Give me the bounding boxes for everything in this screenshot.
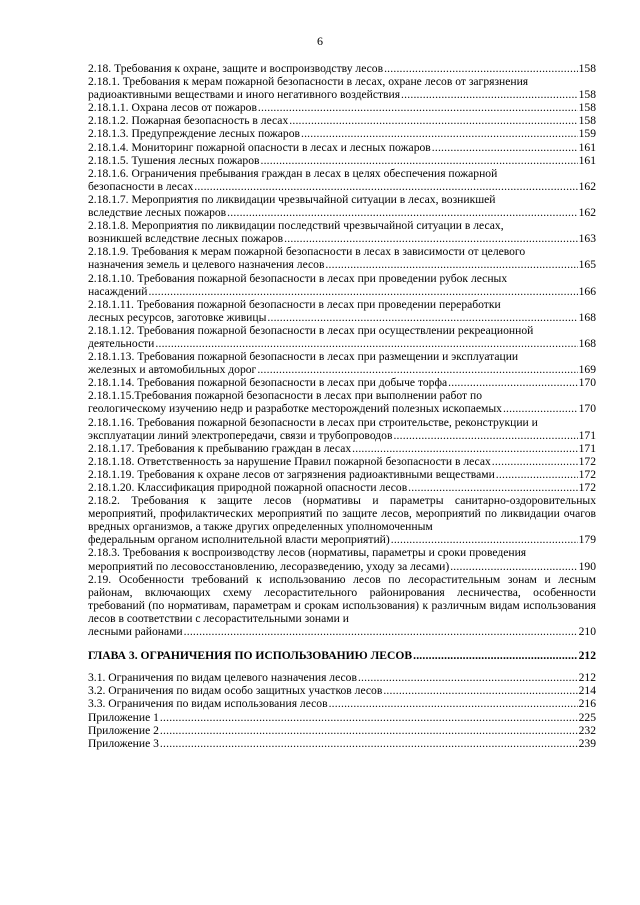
dot-leader: [148, 285, 577, 298]
dot-leader: [194, 180, 577, 193]
toc-entry-line: [88, 697, 596, 710]
page-number: 6: [317, 34, 323, 48]
toc-entry-line: [88, 455, 596, 468]
toc-entry-title: возникшей вследствие лесных пожаров: [88, 232, 284, 246]
toc-entry-title: безопасности в лесах: [88, 179, 194, 193]
toc-entry-title: ГЛАВА 3. ОГРАНИЧЕНИЯ ПО ИСПОЛЬЗОВАНИЮ ЛЕСОВ: [88, 649, 413, 663]
toc-entry: [88, 324, 596, 350]
dot-leader: [450, 560, 577, 573]
toc-entry: [88, 389, 596, 415]
toc-entry: [88, 62, 596, 75]
toc-entry-title: геологическому изучению недр и разработке месторождений полезных ископаемых: [88, 402, 502, 416]
toc-entry-line: [88, 127, 596, 140]
toc-entry-title: 3.1. Ограничения по видам целевого назначения лесов: [88, 671, 357, 685]
toc-entry-title: Приложение 3: [88, 736, 159, 750]
toc-page-number: 159: [578, 127, 596, 141]
toc-entry-text: 2.18.1.16. Требования пожарной безопасности в лесах при строительстве, реконструкции и: [88, 415, 538, 429]
toc-page-number: 158: [578, 62, 596, 75]
toc-page-number: 170: [578, 376, 596, 390]
toc-entry-title: 2.18.1.5. Тушения лесных пожаров: [88, 153, 260, 167]
dot-leader: [184, 625, 578, 638]
toc-entry-line: [88, 101, 596, 114]
toc-entry-title: 2.18.1.19. Требования к охране лесов от загрязнения радиоактивными веществами: [88, 467, 495, 481]
toc-page-number: 171: [578, 428, 596, 442]
toc-entry-title: назначения земель и целевого назначения лесов: [88, 258, 325, 272]
dot-leader: [492, 455, 578, 468]
toc-entry: [88, 75, 596, 101]
dot-leader: [284, 232, 577, 245]
dot-leader: [358, 671, 578, 684]
toc-entry: [88, 219, 596, 245]
toc-page-number: 168: [578, 336, 596, 350]
toc-page-number: 212: [578, 649, 596, 663]
toc-entry-line: [88, 402, 596, 415]
dot-leader: [401, 88, 578, 101]
toc-entry-title: 2.18.1.2. Пожарная безопасность в лесах: [88, 114, 289, 128]
toc-entry: [88, 697, 596, 710]
toc-entry-text: 2.18.1.12. Требования пожарной безопасности в лесах при осуществлении рекреационной: [88, 323, 534, 337]
toc-entry: [88, 141, 596, 154]
dot-leader: [496, 468, 578, 481]
toc-entry-title: Приложение 1: [88, 710, 159, 724]
dot-leader: [503, 402, 578, 415]
toc-entry-line: [88, 442, 596, 455]
dot-leader: [155, 337, 577, 350]
toc-entry-title: 3.2. Ограничения по видам особо защитных участков лесов: [88, 684, 383, 698]
toc-page-number: 158: [578, 114, 596, 128]
toc-entry-title: 2.18. Требования к охране, защите и воспроизводству лесов: [88, 62, 384, 75]
dot-leader: [391, 533, 578, 546]
dot-leader: [325, 258, 577, 271]
toc-entry-title: мероприятий по лесовосстановлению, лесоразведению, уходу за лесами): [88, 559, 450, 573]
dot-leader: [257, 363, 577, 376]
toc-entry-title: федеральным органом исполнительной власти мероприятий): [88, 533, 390, 547]
toc-entry-line: [88, 154, 596, 167]
toc-entry-line: [88, 560, 596, 573]
toc-entry: [88, 455, 596, 468]
dot-leader: [393, 429, 577, 442]
toc-entry-title: вследствие лесных пожаров: [88, 206, 227, 220]
toc-entry: [88, 684, 596, 697]
toc-page-number: 212: [578, 671, 596, 685]
toc-entry-line: [88, 625, 596, 638]
toc-entry-line: [88, 337, 596, 350]
toc-page-number: 158: [578, 88, 596, 102]
toc-entry-title: 2.18.1.20. Классификация природной пожарной опасности лесов: [88, 481, 408, 494]
toc-entry: [88, 101, 596, 114]
dot-leader: [432, 141, 578, 154]
toc-entry-title: насаждений: [88, 284, 148, 298]
toc-entry-title: 2.18.1.1. Охрана лесов от пожаров: [88, 101, 257, 115]
dot-leader: [352, 442, 577, 455]
toc-entry-text: 2.18.1. Требования к мерам пожарной безопасности в лесах, охране лесов от загрязнения: [88, 75, 529, 89]
toc-entry-line: [88, 724, 596, 737]
toc-entry: [88, 272, 596, 298]
toc-page-number: 162: [578, 206, 596, 220]
toc-entry: [88, 376, 596, 389]
toc-entry-line: [88, 232, 596, 245]
toc-entry-line: [88, 376, 596, 389]
toc-page-number: 172: [578, 467, 596, 481]
toc-entry: [88, 127, 596, 140]
toc-entry-text: 2.18.3. Требования к воспроизводству лесов (нормативы, параметры и сроки проведения: [88, 546, 527, 560]
toc-entry-line: [88, 429, 596, 442]
toc-entry-title: 2.18.1.3. Предупреждение лесных пожаров: [88, 127, 300, 141]
toc-entry-title: радиоактивными веществами и иного негативного воздействия: [88, 88, 401, 102]
toc-entry-line: [88, 311, 596, 324]
dot-leader: [301, 127, 578, 140]
toc-entry-line: [88, 711, 596, 724]
toc-entry: [88, 193, 596, 219]
toc-entry-text: 2.18.1.8. Мероприятия по ликвидации последствий чрезвычайной ситуации в лесах,: [88, 219, 504, 233]
toc-page-number: 161: [578, 153, 596, 167]
toc-page-number: 161: [578, 140, 596, 154]
toc-entry-text: 2.18.1.7. Мероприятия по ликвидации чрезвычайной ситуации в лесах, возникшей: [88, 192, 496, 206]
toc-entry-title: 3.3. Ограничения по видам использования лесов: [88, 697, 328, 711]
toc-entry-text: 2.18.1.10. Требования пожарной безопасности в лесах при проведении рубок лесных: [88, 271, 508, 285]
dot-leader: [329, 697, 578, 710]
dot-leader: [260, 154, 577, 167]
toc-page-number: 216: [578, 697, 596, 711]
toc-page-number: 166: [578, 284, 596, 298]
toc-page-number: 214: [578, 684, 596, 698]
toc-entry-text: 2.18.1.6. Ограничения пребывания граждан в лесах в целях обеспечения пожарной: [88, 166, 498, 180]
toc-entry: [88, 724, 596, 737]
toc-page-number: 239: [578, 736, 596, 750]
toc-entry-title: 2.18.1.14. Требования пожарной безопасности в лесах при добыче торфа: [88, 376, 448, 390]
toc-entry: [88, 711, 596, 724]
toc-page-number: 225: [578, 710, 596, 724]
dot-leader: [289, 114, 577, 127]
toc-entry-text: 2.18.2. Требования к защите лесов (нормативы и параметры санитарно-оздоровительных мероприятий, профилактических мероприятий по защите лесов, мероприятий по ликвидации очагов вредных организмов, а также других определенных уполномоченным: [88, 494, 596, 534]
toc-entry-title: деятельности: [88, 336, 155, 350]
toc-entry-text: 2.18.1.15.Требования пожарной безопасности в лесах при выполнении работ по: [88, 389, 483, 403]
toc-entry: [88, 494, 596, 546]
toc-entry-text: 2.19. Особенности требований к использованию лесов по лесорастительным зонам и лесным районам, включающих схему лесорастительного районирования лесничества, особенности требований (по нормативам, параметрам и срокам использования) к различным видам использования лесов в соответствии с лесорастительными зонами и: [88, 572, 596, 625]
table-of-contents: [88, 62, 596, 750]
toc-page-number: 168: [578, 310, 596, 324]
dot-leader: [413, 649, 578, 662]
toc-entry: [88, 546, 596, 572]
dot-leader: [408, 481, 577, 494]
dot-leader: [267, 311, 577, 324]
toc-entry-line: [88, 737, 596, 750]
toc-entry: [88, 737, 596, 750]
toc-entry-title: Приложение 2: [88, 723, 159, 737]
dot-leader: [160, 737, 578, 750]
toc-entry-text: 2.18.1.13. Требования пожарной безопасности в лесах при размещении и эксплуатации: [88, 350, 519, 364]
toc-page-number: 172: [578, 481, 596, 494]
toc-entry: [88, 245, 596, 271]
toc-entry: [88, 167, 596, 193]
toc-entry: [88, 416, 596, 442]
dot-leader: [383, 684, 577, 697]
toc-entry: [88, 671, 596, 684]
toc-entry-line: [88, 481, 596, 494]
dot-leader: [160, 724, 578, 737]
toc-entry-line: [88, 671, 596, 684]
dot-leader: [448, 376, 577, 389]
toc-page-number: 172: [578, 454, 596, 468]
toc-page-number: 162: [578, 179, 596, 193]
toc-entry-line: [88, 180, 596, 193]
toc-page-number: 163: [578, 232, 596, 246]
toc-page-number: 158: [578, 101, 596, 115]
toc-entry-title: 2.18.1.18. Ответственность за нарушение Правил пожарной безопасности в лесах: [88, 454, 491, 468]
toc-entry: [88, 350, 596, 376]
toc-entry-text: 2.18.1.9. Требования к мерам пожарной безопасности в лесах в зависимости от целевого: [88, 245, 526, 259]
toc-entry-line: [88, 363, 596, 376]
toc-page-number: 179: [578, 533, 596, 547]
toc-page-number: 170: [578, 402, 596, 416]
toc-entry-title: 2.18.1.17. Требования к пребыванию граждан в лесах: [88, 441, 352, 455]
toc-page-number: 165: [578, 258, 596, 272]
toc-entry: [88, 154, 596, 167]
toc-page-number: 210: [578, 625, 596, 639]
toc-page-number: 171: [578, 441, 596, 455]
toc-entry: [88, 298, 596, 324]
toc-entry-text: 2.18.1.11. Требования пожарной безопасности в лесах при проведении переработки: [88, 297, 501, 311]
toc-page-number: 232: [578, 723, 596, 737]
dot-leader: [384, 62, 578, 75]
toc-entry-line: [88, 141, 596, 154]
toc-entry-title: эксплуатации линий электропередачи, связи и трубопроводов: [88, 428, 393, 442]
toc-entry-title: лесных ресурсов, заготовке живицы: [88, 310, 267, 324]
dot-leader: [258, 101, 578, 114]
toc-entry-line: [88, 258, 596, 271]
toc-entry-line: [88, 88, 596, 101]
toc-entry: [88, 442, 596, 455]
dot-leader: [160, 711, 578, 724]
toc-entry: [88, 573, 596, 638]
toc-entry-line: [88, 114, 596, 127]
toc-entry-line: [88, 684, 596, 697]
toc-entry: [88, 481, 596, 494]
toc-chapter-entry: [88, 649, 596, 662]
dot-leader: [227, 206, 577, 219]
toc-page-number: 190: [578, 559, 596, 573]
toc-entry-line: [88, 533, 596, 546]
toc-entry: [88, 114, 596, 127]
toc-entry-line: [88, 285, 596, 298]
toc-entry-line: [88, 62, 596, 75]
toc-entry: [88, 468, 596, 481]
toc-entry-line: [88, 468, 596, 481]
toc-entry-title: 2.18.1.4. Мониторинг пожарной опасности в лесах и лесных пожаров: [88, 140, 431, 154]
toc-entry-title: лесными районами: [88, 625, 183, 639]
toc-entry-title: железных и автомобильных дорог: [88, 363, 257, 377]
toc-page-number: 169: [578, 363, 596, 377]
toc-entry-line: [88, 649, 596, 662]
toc-entry-line: [88, 206, 596, 219]
